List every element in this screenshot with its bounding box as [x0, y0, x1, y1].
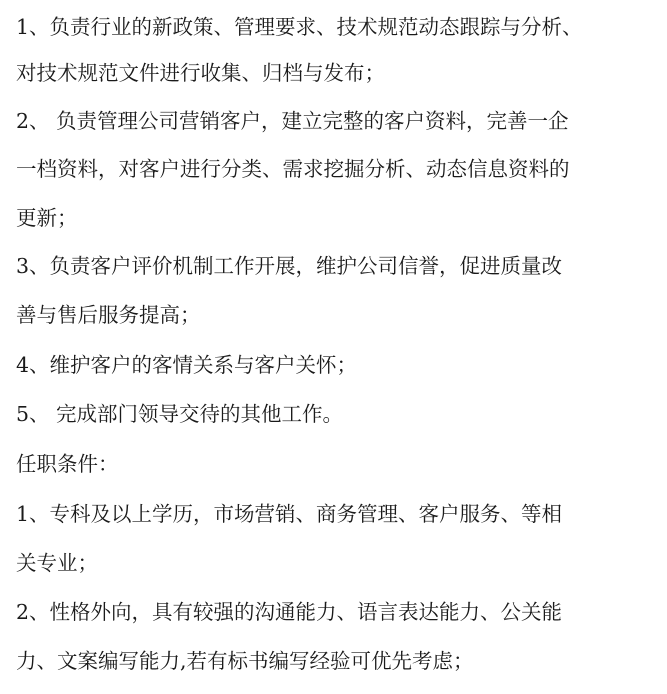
duty-3-line-2: 善与售后服务提高； — [16, 303, 201, 327]
requirement-1-line-1: 1、专科及以上学历，市场营销、商务管理、客户服务、等相 — [16, 502, 563, 526]
requirement-1-line-2: 关专业； — [16, 551, 98, 575]
duty-1-line-1: 1、负责行业的新政策、管理要求、技术规范动态跟踪与分析、 — [16, 15, 583, 39]
duty-4-line: 4、维护客户的客情关系与客户关怀； — [16, 353, 358, 377]
requirement-2-line-1: 2、性格外向，具有较强的沟通能力、语言表达能力、公关能 — [16, 600, 563, 624]
duty-5-line: 5、 完成部门领导交待的其他工作。 — [16, 402, 344, 426]
duty-2-line-1: 2、 负责管理公司营销客户，建立完整的客户资料，完善一企 — [16, 109, 569, 133]
duty-2-line-3: 更新； — [16, 206, 78, 230]
duty-2-line-2: 一档资料，对客户进行分类、需求挖掘分析、动态信息资料的 — [16, 157, 570, 181]
requirement-2-line-2: 力、文案编写能力,若有标书编写经验可优先考虑； — [16, 649, 474, 673]
duty-3-line-1: 3、负责客户评价机制工作开展，维护公司信誉，促进质量改 — [16, 254, 563, 278]
duty-1-line-2: 对技术规范文件进行收集、归档与发布； — [16, 61, 385, 85]
requirements-heading: 任职条件： — [16, 452, 119, 476]
